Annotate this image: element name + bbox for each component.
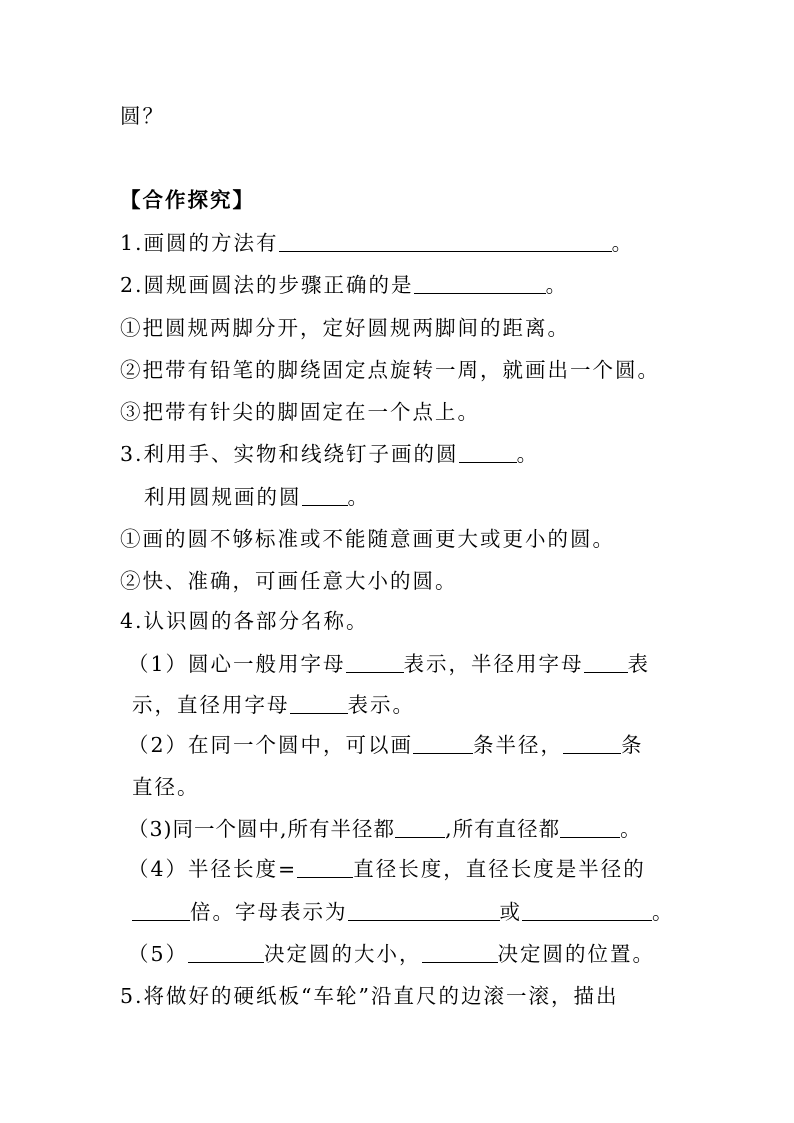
text: ②把带有铅笔的脚绕固定点旋转一周，就画出一个圆。 (120, 358, 660, 382)
answer-blank[interactable] (132, 900, 190, 921)
text: ,所有直径都 (445, 817, 561, 841)
text: ①画的圆不够标准或不能随意画更大或更小的圆。 (120, 527, 615, 551)
text: 条半径， (473, 733, 564, 757)
text: 。 (545, 273, 569, 297)
question-4 (120, 607, 369, 635)
text: 或 (499, 900, 522, 924)
text: ①把圆规两脚分开，定好圆规两脚间的距离。 (120, 316, 570, 340)
answer-blank[interactable] (563, 733, 621, 754)
text: 利用圆规画的圆 (144, 485, 302, 509)
step-1 (120, 314, 570, 342)
part-4-cont (132, 898, 675, 926)
text: 示，直径用字母 (132, 693, 290, 717)
answer-blank[interactable] (522, 900, 652, 921)
text: 5.将做好的硬纸板“车轮”沿直尺的边滚一滚，描出 (120, 984, 619, 1008)
question-2 (120, 271, 568, 299)
answer-blank[interactable] (297, 857, 353, 878)
text: （5） (128, 942, 189, 966)
answer-blank[interactable] (560, 817, 620, 838)
text: 4.认识圆的各部分名称。 (120, 609, 369, 633)
text: 1.画圆的方法有 (120, 231, 279, 255)
question-5 (120, 982, 619, 1010)
answer-blank[interactable] (584, 652, 628, 673)
text: 决定圆的大小， (264, 942, 422, 966)
answer-blank[interactable] (279, 231, 612, 252)
answer-blank[interactable] (348, 900, 500, 921)
step-2 (120, 356, 660, 384)
text: 3.利用手、实物和线绕钉子画的圆 (120, 442, 459, 466)
text: 条 (621, 733, 644, 757)
text: 。 (652, 900, 675, 924)
answer-blank[interactable] (290, 693, 348, 714)
heading-text: 【合作探究】 (120, 188, 255, 212)
text: 2.圆规画圆法的步骤正确的是 (120, 273, 414, 297)
step-3 (120, 398, 480, 426)
part-2-cont (132, 773, 200, 801)
text: 直径。 (132, 775, 200, 799)
text: 。 (620, 817, 642, 841)
text: （4）半径长度= (128, 857, 298, 881)
text: 。 (516, 442, 540, 466)
text: 表示，半径用字母 (403, 652, 584, 676)
answer-blank[interactable] (413, 733, 473, 754)
text: 表 (627, 652, 651, 676)
answer-blank[interactable] (459, 442, 517, 463)
question-3 (120, 440, 539, 468)
part-5 (128, 940, 655, 968)
text-line (120, 102, 165, 130)
part-4 (128, 855, 646, 883)
question-3-compass (144, 483, 370, 511)
answer-blank[interactable] (346, 652, 404, 673)
question-1 (120, 229, 634, 257)
part-1-cont (132, 691, 415, 719)
text: ③把带有针尖的脚固定在一个点上。 (120, 400, 480, 424)
text: 直径长度，直径长度是半径的 (353, 857, 646, 881)
option-1 (120, 525, 615, 553)
option-2 (120, 567, 458, 595)
text: （1）圆心一般用字母 (128, 652, 346, 676)
answer-blank[interactable] (422, 942, 498, 963)
text: 表示。 (347, 693, 415, 717)
answer-blank[interactable] (302, 485, 348, 506)
text: 倍。字母表示为 (190, 900, 348, 924)
part-3 (128, 815, 642, 843)
part-2 (128, 731, 644, 759)
answer-blank[interactable] (395, 817, 445, 838)
part-1 (128, 650, 650, 678)
section-heading (120, 186, 255, 214)
text: 圆？ (120, 104, 165, 128)
text: ②快、准确，可画任意大小的圆。 (120, 569, 458, 593)
text: （3)同一个圆中,所有半径都 (128, 817, 396, 841)
text: （2）在同一个圆中，可以画 (128, 733, 414, 757)
text: 。 (611, 231, 635, 255)
text: 。 (347, 485, 370, 509)
answer-blank[interactable] (188, 942, 264, 963)
text: 决定圆的位置。 (497, 942, 656, 966)
answer-blank[interactable] (414, 273, 546, 294)
